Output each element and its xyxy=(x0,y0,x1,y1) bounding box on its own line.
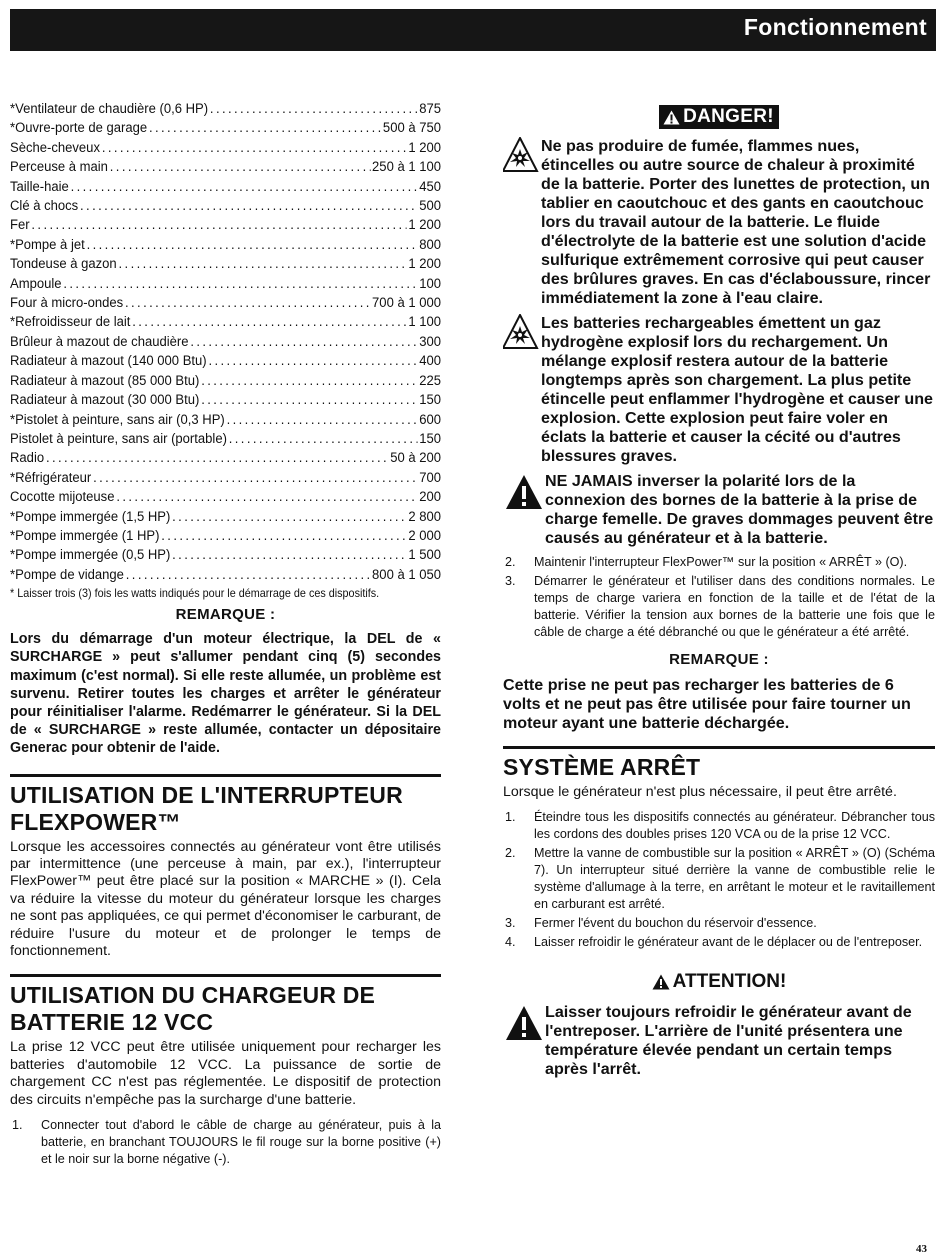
dot-leader xyxy=(161,527,406,546)
step-text: Laisser refroidir le générateur avant de le déplacer ou de l'entreposer. xyxy=(534,934,923,949)
appliance-name: Brûleur à mazout de chaudière xyxy=(10,333,189,350)
appliance-name: Sèche-cheveux xyxy=(10,139,100,156)
wattage-value: 875 xyxy=(419,101,442,117)
step-number: 4. xyxy=(505,934,516,949)
appliance-name: Tondeuse à gazon xyxy=(10,256,117,273)
list-item xyxy=(10,546,441,565)
flexpower-body: Lorsque les accessoires connectés au générateur vont être utilisés par intermittence (une perceuse à main, par ex.), l'interrupteur FlexPower™ peut être placé sur la position « MARCHE » (I). Cela va réduire la vitesse du moteur du générateur lorsque les charges ne sont pas appliquées, ce qui permet d'économiser le carburant, de réduire l'usure du moteur et de prolonger le temps de fonctionnement. xyxy=(10,838,441,960)
flexpower-title: UTILISATION DE L'INTERRUPTEUR FLEXPOWER™ xyxy=(10,781,403,835)
list-item xyxy=(503,573,935,641)
step-number: 1. xyxy=(12,1118,23,1133)
wattage-value: 300 xyxy=(419,333,442,350)
list-item xyxy=(10,158,441,177)
danger-warning-1 xyxy=(503,137,935,308)
charger-body: La prise 12 VCC peut être utilisée uniquement pour recharger les batteries d'automobile 12 VCC. La puissance de sortie de chargement CC n'est pas réglementée. Le dispositif de protection des circuits n'empêche pas la surcharge d'une batterie. xyxy=(10,1039,441,1108)
list-item xyxy=(503,554,935,571)
header-bar xyxy=(10,9,936,51)
list-item xyxy=(503,809,935,843)
wattage-value: 50 à 200 xyxy=(390,450,442,467)
danger-text: Les batteries rechargeables émettent un gaz hydrogène explosif lors du rechargement. Un mélange explosif restera autour de la batterie longtemps après son chargement. La plus petite étincelle peut enflammer l'hydrogène et causer une explosion. Cette explosion peut faire voler en éclats la batterie et causer la cécité ou d'autres blessures graves. xyxy=(541,313,933,465)
step-text: Mettre la vanne de combustible sur la position « ARRÊT » (O) (Schéma 7). Un interrupteur situé derrière la vanne de combustible relie le système d'allumage à la terre, en arrêtant le moteur et le ravitaillement en carburant est arrêté. xyxy=(534,845,935,911)
appliance-name: *Pompe immergée (1,5 HP) xyxy=(10,508,171,525)
wattage-value: 450 xyxy=(419,178,442,195)
section-divider xyxy=(10,774,441,777)
wattage-value: 1 100 xyxy=(408,314,442,331)
charger-steps-continued xyxy=(503,554,935,641)
shutdown-intro: Lorsque le générateur n'est plus nécessaire, il peut être arrêté. xyxy=(503,783,897,800)
wattage-value: 1 500 xyxy=(408,547,442,564)
step-text: Connecter tout d'abord le câble de charge au générateur, puis à la batterie, en branchant TOUJOURS le fil rouge sur la borne positive (+) et le noir sur la borne négative (-). xyxy=(41,1118,441,1167)
wattage-value: 500 à 750 xyxy=(382,120,442,137)
appliance-name: Cocotte mijoteuse xyxy=(10,489,115,506)
dot-leader xyxy=(229,430,418,449)
list-item xyxy=(503,845,935,913)
dot-leader xyxy=(172,546,406,565)
list-item xyxy=(10,294,441,313)
shutdown-steps xyxy=(503,809,935,951)
remark-title: REMARQUE : xyxy=(669,650,769,668)
wattage-value: 2 000 xyxy=(408,527,442,544)
wattage-value: 150 xyxy=(419,392,442,409)
remark-text: Cette prise ne peut pas recharger les batteries de 6 volts et ne peut pas être utilisée pour faire tourner un moteur ayant une batterie déchargée. xyxy=(503,675,911,732)
attention-label: ATTENTION! xyxy=(672,970,787,992)
wattage-value: 800 xyxy=(419,236,442,253)
appliance-name: Taille-haie xyxy=(10,178,69,195)
wattage-value: 1 200 xyxy=(408,256,442,273)
list-item xyxy=(10,1117,441,1168)
appliance-name: *Pompe immergée (0,5 HP) xyxy=(10,547,171,564)
list-item xyxy=(10,566,441,585)
list-item xyxy=(10,372,441,391)
appliance-name: Four à micro-ondes xyxy=(10,295,124,312)
remark-text: Lors du démarrage d'un moteur électrique, la DEL de « SURCHARGE » peut s'allumer pendant cinq (5) secondes maximum (c'est normal). Si elle reste allumée, un problème est survenu. Retirer toutes les charges et arrêter le générateur pour réinitialiser l'alarme. Redémarrer le générateur. Si la DEL de « SURCHARGE » reste allumée, contacter un dépositaire Generac pour obtenir de l'aide. xyxy=(10,631,441,757)
wattage-value: 400 xyxy=(419,353,442,370)
list-item xyxy=(503,915,935,932)
warning-triangle-icon xyxy=(652,974,670,990)
wattage-value: 1 200 xyxy=(408,217,442,234)
appliance-name: Clé à chocs xyxy=(10,198,79,215)
dot-leader xyxy=(80,197,417,216)
appliance-name: *Refroidisseur de lait xyxy=(10,314,131,331)
wattage-value: 200 xyxy=(419,489,442,506)
list-item xyxy=(10,333,441,352)
wattage-list xyxy=(10,100,441,585)
appliance-name: Ampoule xyxy=(10,275,62,292)
danger-text: NE JAMAIS inverser la polarité lors de la connexion des bornes de la batterie à la prise de charge femelle. De graves dommages peuvent être causés au générateur et à la batterie. xyxy=(545,471,934,547)
step-number: 2. xyxy=(505,845,516,860)
list-item xyxy=(10,255,441,274)
attention-badge-wrap xyxy=(503,971,935,995)
appliance-name: Radio xyxy=(10,450,45,467)
appliance-name: *Pompe de vidange xyxy=(10,566,124,583)
wattage-value: 600 xyxy=(419,411,442,428)
step-text: Fermer l'évent du bouchon du réservoir d'essence. xyxy=(534,915,817,930)
list-item xyxy=(10,236,441,255)
wattage-value: 2 800 xyxy=(408,508,442,525)
dot-leader xyxy=(46,449,388,468)
dot-leader xyxy=(110,158,370,177)
list-item xyxy=(10,469,441,488)
explosion-hazard-icon xyxy=(503,137,541,173)
wattage-value: 700 à 1 000 xyxy=(372,295,442,312)
wattage-value: 800 à 1 050 xyxy=(372,566,442,583)
dot-leader xyxy=(210,100,417,119)
appliance-name: *Pompe immergée (1 HP) xyxy=(10,527,160,544)
wattage-footnote: * Laisser trois (3) fois les watts indiqués pour le démarrage de ces dispositifs. xyxy=(10,586,380,601)
appliance-name: Fer xyxy=(10,217,30,234)
list-item xyxy=(10,527,441,546)
dot-leader xyxy=(227,411,418,430)
dot-leader xyxy=(132,313,406,332)
step-number: 2. xyxy=(505,554,516,569)
list-item xyxy=(10,197,441,216)
list-item xyxy=(10,313,441,332)
charger-steps xyxy=(10,1117,441,1168)
dot-leader xyxy=(63,275,417,294)
attention-text: Laisser toujours refroidir le générateur avant de l'entreposer. L'arrière de l'unité présentera une température élevée pendant un certain temps après l'arrêt. xyxy=(545,1002,912,1078)
list-item xyxy=(10,178,441,197)
appliance-name: *Réfrigérateur xyxy=(10,469,92,486)
list-item xyxy=(10,430,441,449)
dot-leader xyxy=(190,333,417,352)
danger-text: Ne pas produire de fumée, flammes nues, étincelles ou autre source de chaleur à proximité de la batterie. Porter des lunettes de protection, un tablier en caoutchouc et des gants en caoutchouc lors du travail autour de la batterie. Le fluide d'électrolyte de la batterie est une solution d'acide sulfurique extrêmement corrosive qui peut causer des brûlures graves. En cas d'éclaboussure, rincer immédiatement la zone à l'eau claire. xyxy=(541,136,931,307)
dot-leader xyxy=(201,391,417,410)
list-item xyxy=(503,934,935,951)
dot-leader xyxy=(87,236,418,255)
explosion-hazard-icon xyxy=(503,314,541,350)
step-number: 3. xyxy=(505,573,516,588)
list-item xyxy=(10,449,441,468)
right-column xyxy=(503,100,935,1079)
section-divider xyxy=(503,746,935,749)
dot-leader xyxy=(201,372,417,391)
appliance-name: Pistolet à peinture, sans air (portable) xyxy=(10,430,227,447)
danger-warning-2 xyxy=(503,314,935,466)
remark-title: REMARQUE : xyxy=(175,606,276,624)
appliance-name: Radiateur à mazout (140 000 Btu) xyxy=(10,353,207,370)
step-text: Démarrer le générateur et l'utiliser dans des conditions normales. Le temps de charge variera en fonction de la taille et de l'état de la batterie. Vérifier la tension aux bornes de la batterie une fois que le câble de charge a été débranché ou que le générateur a été arrêté. xyxy=(534,573,935,639)
list-item xyxy=(10,508,441,527)
list-item xyxy=(10,488,441,507)
dot-leader xyxy=(149,119,381,138)
wattage-value: 100 xyxy=(419,275,442,292)
appliance-name: *Pompe à jet xyxy=(10,236,85,253)
attention-badge xyxy=(652,971,787,993)
list-item xyxy=(10,119,441,138)
wattage-value: 700 xyxy=(419,469,442,486)
appliance-name: Perceuse à main xyxy=(10,159,108,176)
step-text: Éteindre tous les dispositifs connectés au générateur. Débrancher tous les cordons des doubles prises 120 VCA ou de la prise 12 VCC. xyxy=(534,809,935,841)
appliance-name: *Ventilateur de chaudière (0,6 HP) xyxy=(10,101,209,117)
dot-leader xyxy=(102,139,407,158)
step-text: Maintenir l'interrupteur FlexPower™ sur la position « ARRÊT » (O). xyxy=(534,554,908,569)
wattage-value: 250 à 1 100 xyxy=(372,159,442,176)
list-item xyxy=(10,352,441,371)
danger-label: DANGER! xyxy=(683,106,774,127)
wattage-value: 1 200 xyxy=(408,139,442,156)
dot-leader xyxy=(71,178,418,197)
list-item xyxy=(10,139,441,158)
danger-badge-wrap xyxy=(503,105,935,130)
list-item xyxy=(10,411,441,430)
list-item xyxy=(10,100,441,119)
section-divider xyxy=(10,974,441,977)
wattage-value: 500 xyxy=(419,198,442,215)
exclamation-warning-icon xyxy=(503,474,545,510)
dot-leader xyxy=(172,508,406,527)
dot-leader xyxy=(31,216,406,235)
danger-badge xyxy=(659,105,779,129)
step-number: 3. xyxy=(505,915,516,930)
dot-leader xyxy=(116,488,417,507)
dot-leader xyxy=(93,469,417,488)
page-title: Fonctionnement xyxy=(743,14,927,40)
left-column xyxy=(10,100,441,1170)
appliance-name: Radiateur à mazout (30 000 Btu) xyxy=(10,392,200,409)
list-item xyxy=(10,391,441,410)
appliance-name: Radiateur à mazout (85 000 Btu) xyxy=(10,372,200,389)
dot-leader xyxy=(126,566,370,585)
page-number: 43 xyxy=(916,1243,927,1255)
exclamation-warning-icon xyxy=(503,1005,545,1041)
dot-leader xyxy=(119,255,407,274)
attention-warning xyxy=(503,1003,935,1079)
danger-warning-3 xyxy=(503,472,935,548)
dot-leader xyxy=(125,294,370,313)
appliance-name: *Pistolet à peinture, sans air (0,3 HP) xyxy=(10,411,225,428)
list-item xyxy=(10,275,441,294)
step-number: 1. xyxy=(505,809,516,824)
warning-triangle-icon xyxy=(663,110,680,125)
appliance-name: *Ouvre-porte de garage xyxy=(10,120,148,137)
list-item xyxy=(10,216,441,235)
shutdown-title: SYSTÈME ARRÊT xyxy=(503,753,701,780)
dot-leader xyxy=(208,352,417,371)
charger-title: UTILISATION DU CHARGEUR DE BATTERIE 12 VCC xyxy=(10,982,376,1036)
wattage-value: 150 xyxy=(419,430,442,447)
wattage-value: 225 xyxy=(419,372,442,389)
